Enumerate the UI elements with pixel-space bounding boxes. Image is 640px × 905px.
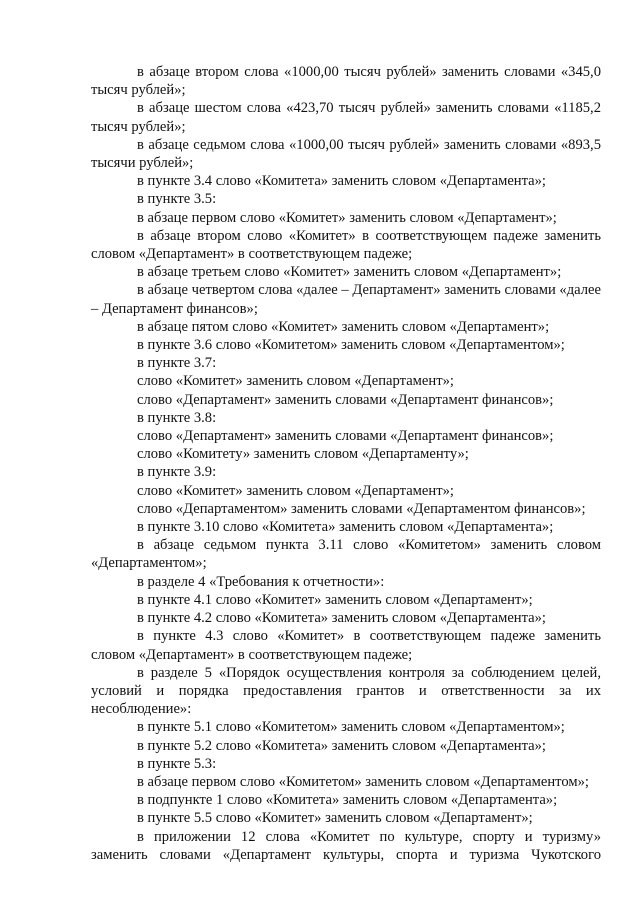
- paragraph: слово «Комитет» заменить словом «Департамент»;: [137, 482, 454, 499]
- paragraph: в абзаце седьмом пункта 3.11 слово «Комитетом» заменить словом «Департаментом»;: [91, 537, 601, 572]
- paragraph: в приложении 12 слова «Комитет по культуре, спорту и туризму» заменить словами «Департамент культуры, спорта и туризма Чукотского: [91, 828, 601, 863]
- document-body: [91, 63, 601, 864]
- paragraph: в абзаце втором слово «Комитет» в соответствующем падеже заменить словом «Департамент» в соответствующем падеже;: [91, 227, 601, 263]
- paragraph: слово «Комитету» заменить словом «Департаменту»;: [137, 446, 469, 463]
- paragraph: слово «Департаментом» заменить словами «Департаментом финансов»;: [137, 500, 586, 517]
- paragraph: в пункте 5.1 слово «Комитетом» заменить словом «Департаментом»;: [137, 719, 565, 736]
- paragraph: в абзаце первом слово «Комитет» заменить словом «Департамент»;: [137, 209, 557, 226]
- paragraph: слово «Департамент» заменить словами «Департамент финансов»;: [137, 428, 554, 445]
- paragraph: в абзаце пятом слово «Комитет» заменить словом «Департамент»;: [137, 318, 550, 335]
- paragraph: в пункте 5.5 слово «Комитет» заменить словом «Департамент»;: [137, 810, 533, 827]
- paragraph: в пункте 4.2 слово «Комитета» заменить словом «Департамента»;: [137, 610, 546, 627]
- paragraph: в абзаце седьмом слова «1000,00 тысяч рублей» заменить словами «893,5 тысячи рублей»;: [91, 136, 601, 172]
- paragraph: слово «Департамент» заменить словами «Департамент финансов»;: [137, 391, 554, 408]
- paragraph: в пункте 3.9:: [137, 464, 217, 481]
- paragraph: в пункте 3.7:: [137, 355, 217, 372]
- paragraph: в абзаце четвертом слова «далее – Департамент» заменить словами «далее – Департамент финансов»;: [91, 282, 601, 317]
- paragraph: в пункте 4.3 слово «Комитет» в соответствующем падеже заменить словом «Департамент» в соответствующем падеже;: [91, 628, 601, 663]
- paragraph: в пункте 5.3:: [137, 755, 217, 772]
- paragraph: в пункте 3.10 слово «Комитета» заменить словом «Департамента»;: [137, 519, 554, 536]
- paragraph: в пункте 4.1 слово «Комитет» заменить словом «Департамент»;: [137, 591, 533, 608]
- paragraph: в пункте 3.8:: [137, 409, 217, 426]
- paragraph: в пункте 5.2 слово «Комитета» заменить словом «Департамента»;: [137, 737, 546, 754]
- paragraph: в разделе 5 «Порядок осуществления контроля за соблюдением целей, условий и порядка предоставления грантов и ответственности за их несоблюдение»:: [91, 664, 601, 718]
- paragraph: в пункте 3.6 слово «Комитетом» заменить словом «Департаментом»;: [137, 337, 565, 354]
- paragraph: в абзаце первом слово «Комитетом» заменить словом «Департаментом»;: [137, 773, 589, 790]
- paragraph: в пункте 3.4 слово «Комитета» заменить словом «Департамента»;: [137, 173, 546, 190]
- paragraph: в абзаце третьем слово «Комитет» заменить словом «Департамент»;: [137, 264, 562, 281]
- paragraph: слово «Комитет» заменить словом «Департамент»;: [137, 373, 454, 390]
- paragraph: в абзаце втором слова «1000,00 тысяч рублей» заменить словами «345,0 тысяч рублей»;: [91, 64, 601, 99]
- paragraph: в абзаце шестом слова «423,70 тысяч рублей» заменить словами «1185,2 тысяч рублей»;: [91, 100, 601, 135]
- paragraph: в разделе 4 «Требования к отчетности»:: [137, 573, 385, 590]
- paragraph: в подпункте 1 слово «Комитета» заменить словом «Департамента»;: [137, 792, 558, 809]
- paragraph: в пункте 3.5:: [137, 191, 217, 208]
